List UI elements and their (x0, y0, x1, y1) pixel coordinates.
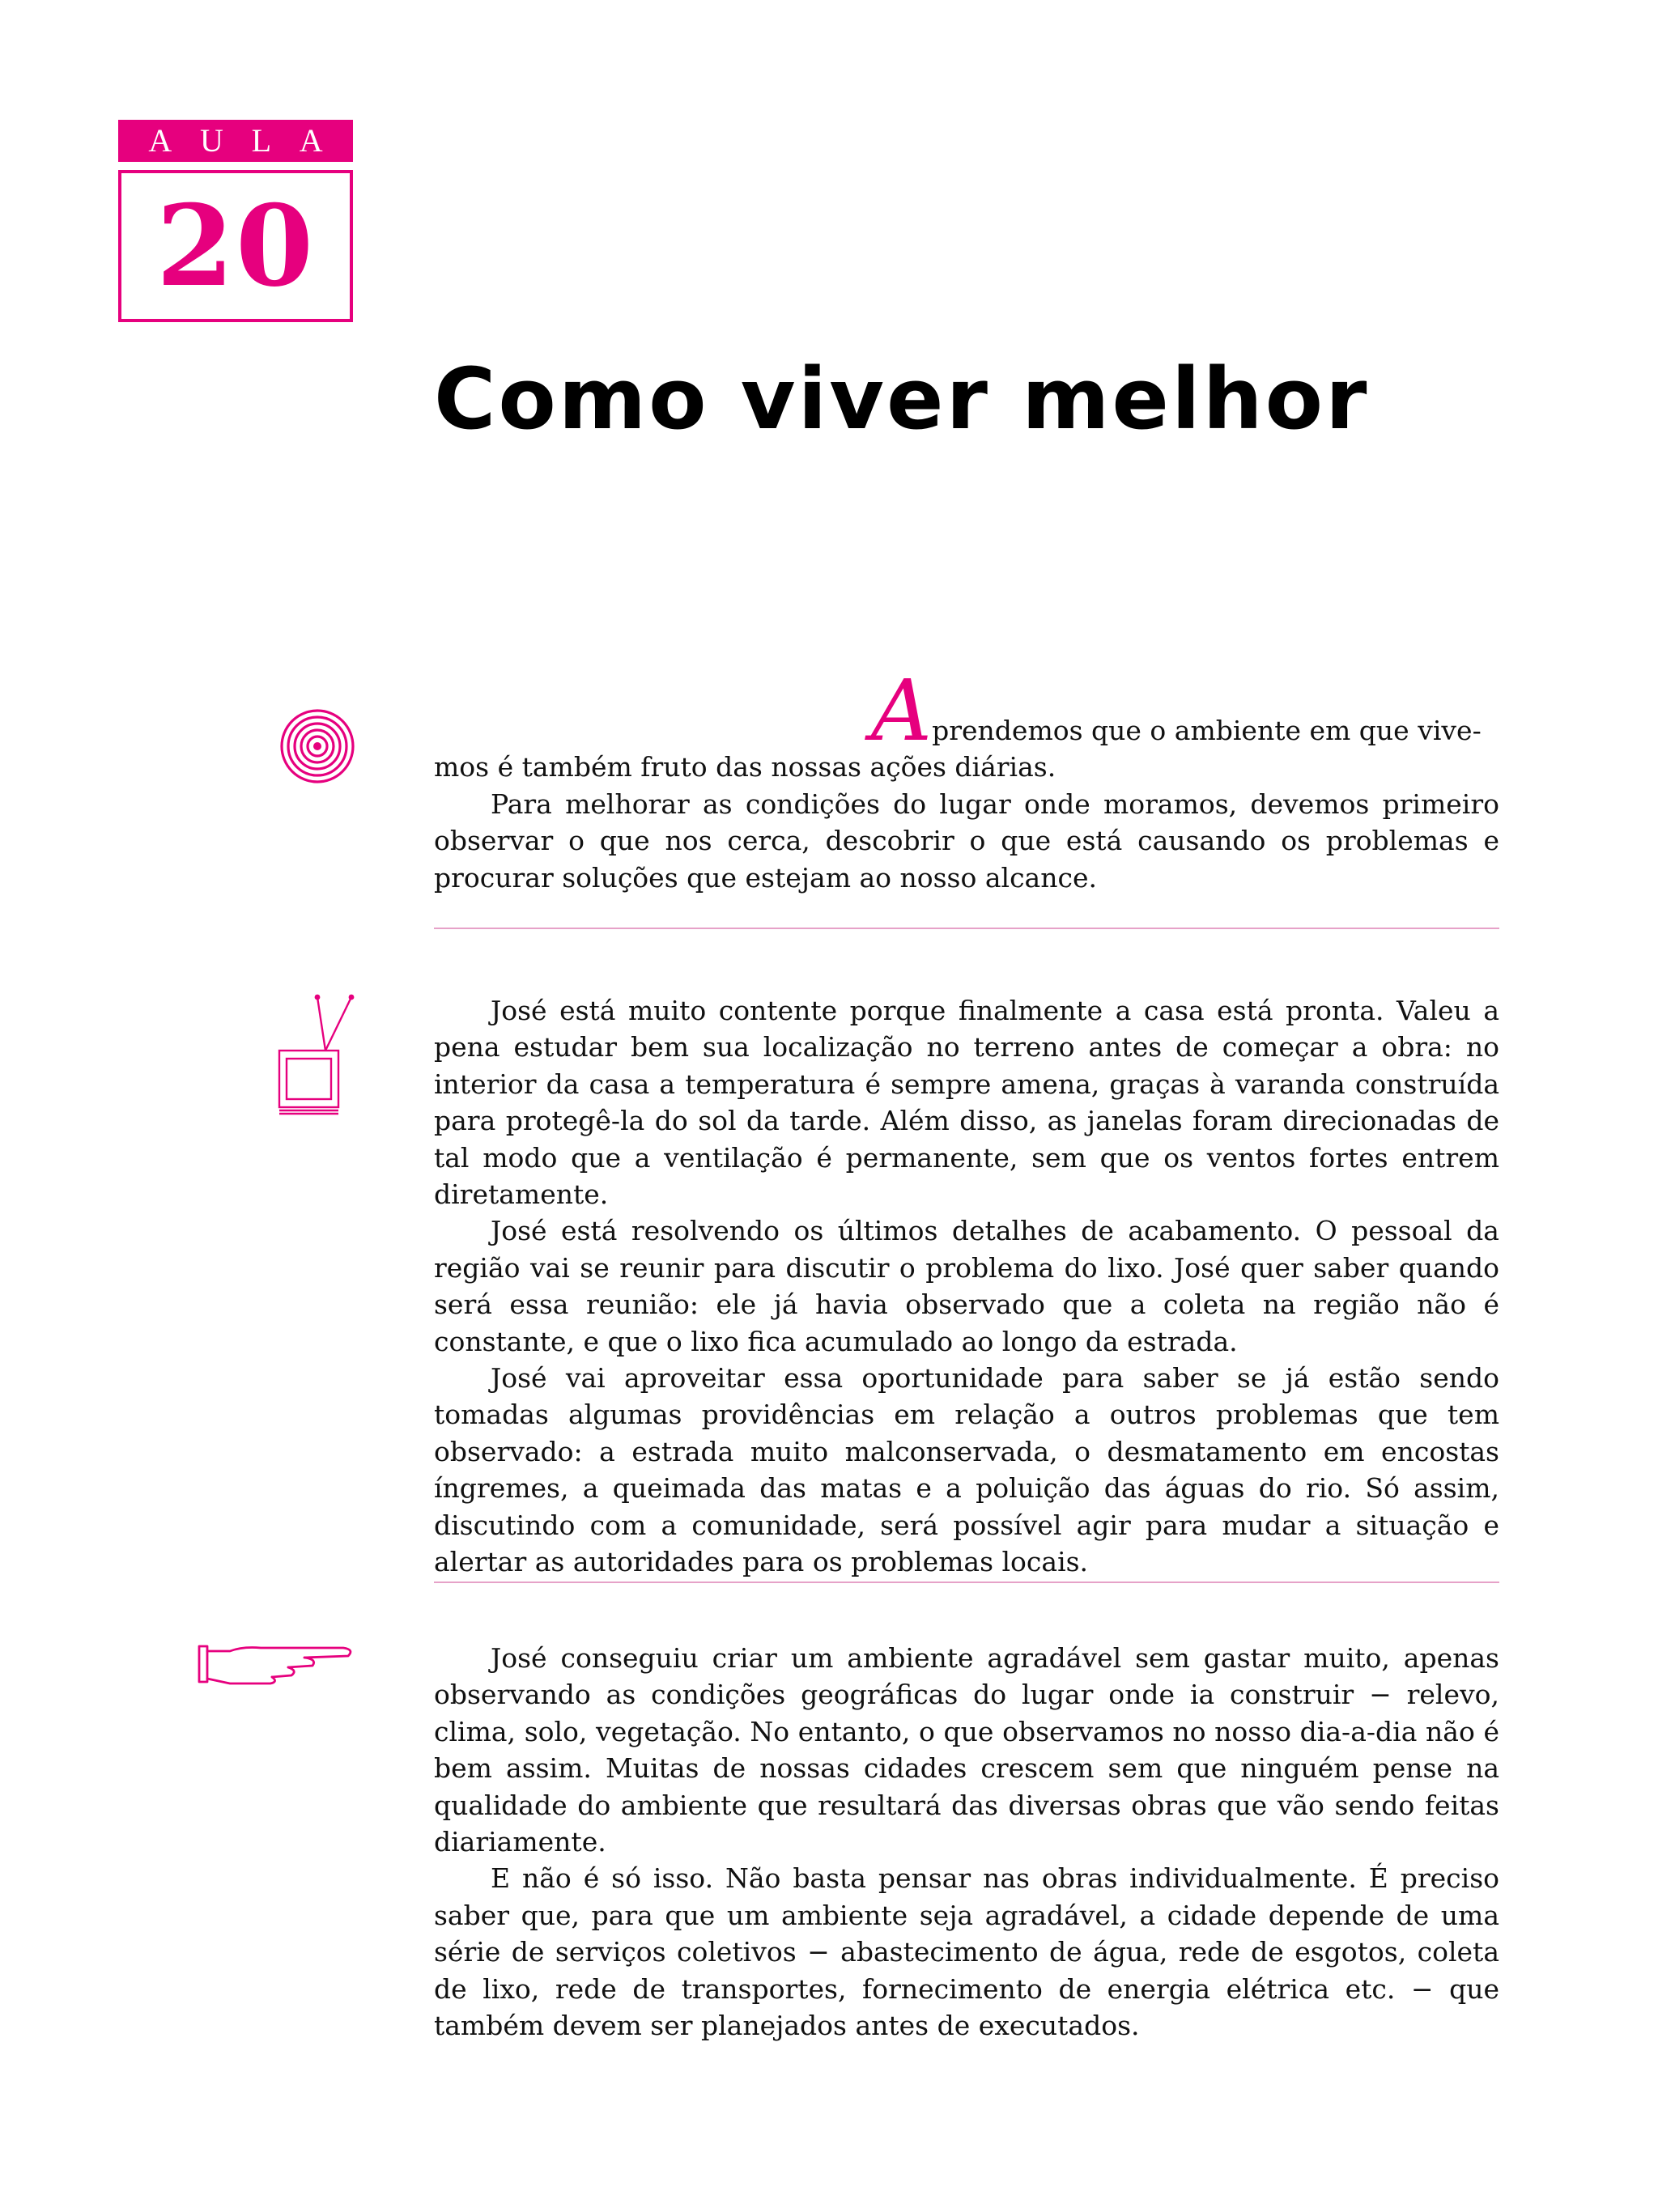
note-section (434, 1640, 1499, 2044)
lesson-label-letter: L (251, 122, 272, 159)
story-section (434, 992, 1499, 1581)
section-divider (434, 928, 1499, 929)
pointing-hand-icon (198, 1643, 356, 1688)
lesson-number: 20 (155, 180, 316, 312)
tv-icon (275, 992, 356, 1119)
intro-paragraph-2: Para melhorar as condições do lugar onde moramos, devemos primeiro observar o que nos cerca, descobrir o que está causando os problemas e procurar soluções que estejam ao nosso alcance. (434, 788, 1499, 894)
intro-first-line: prendemos que o ambiente em que vive- (932, 715, 1482, 746)
intro-paragraph-1 (434, 661, 1499, 760)
intro-section (434, 661, 1499, 896)
lesson-label-letter: A (148, 122, 172, 159)
section-divider (434, 1582, 1499, 1583)
target-icon (278, 707, 356, 785)
lesson-number-box (118, 170, 353, 322)
story-paragraph-2: José está resolvendo os últimos detalhes de acabamento. O pessoal da região vai se reunir para discutir o problema do lixo. José quer saber quando será essa reunião: ele já havia observado que a coleta na região não é constante, e que o lixo fica acumulado ao longo da estrada. (434, 1215, 1499, 1357)
drop-cap: A (871, 661, 933, 760)
lesson-label (118, 120, 353, 162)
story-paragraph-1: José está muito contente porque finalmente a casa está pronta. Valeu a pena estudar bem sua localização no terreno antes de começar a obra: no interior da casa a temperatura é sempre amena, graças à varanda construída para protegê-la do sol da tarde. Além disso, as janelas foram direcionadas de tal modo que a ventilação é permanente, sem que os ventos fortes entrem diretamente. (434, 995, 1499, 1211)
note-paragraph-1: José conseguiu criar um ambiente agradável sem gastar muito, apenas observando as condições geográficas do lugar onde ia construir − relevo, clima, solo, vegetação. No entanto, o que observamos no nosso dia-a-dia não é bem assim. Muitas de nossas cidades crescem sem que ninguém pense na qualidade do ambiente que resultará das diversas obras que vão sendo feitas diariamente. (434, 1642, 1499, 1858)
lesson-label-letter: U (199, 122, 223, 159)
note-paragraph-2: E não é só isso. Não basta pensar nas obras individualmente. É preciso saber que, para que um ambiente seja agradável, a cidade depende de uma série de serviços coletivos − abastecimento de água, rede de esgotos, coleta de lixo, rede de transportes, fornecimento de energia elétrica etc. − que também devem ser planejados antes de executados. (434, 1862, 1499, 2042)
story-paragraph-3: José vai aproveitar essa oportunidade para saber se já estão sendo tomadas algumas providências em relação a outros problemas que tem observado: a estrada muito malconservada, o desmatamento em encostas íngremes, a queimada das matas e a poluição das águas do rio. Só assim, discutindo com a comunidade, será possível agir para mudar a situação e alertar as autoridades para os problemas locais. (434, 1362, 1499, 1578)
intro-paragraph-1-rest: mos é também fruto das nossas ações diárias. (434, 751, 1056, 783)
lesson-label-letter: A (299, 122, 323, 159)
page-title: Como viver melhor (434, 350, 1370, 448)
